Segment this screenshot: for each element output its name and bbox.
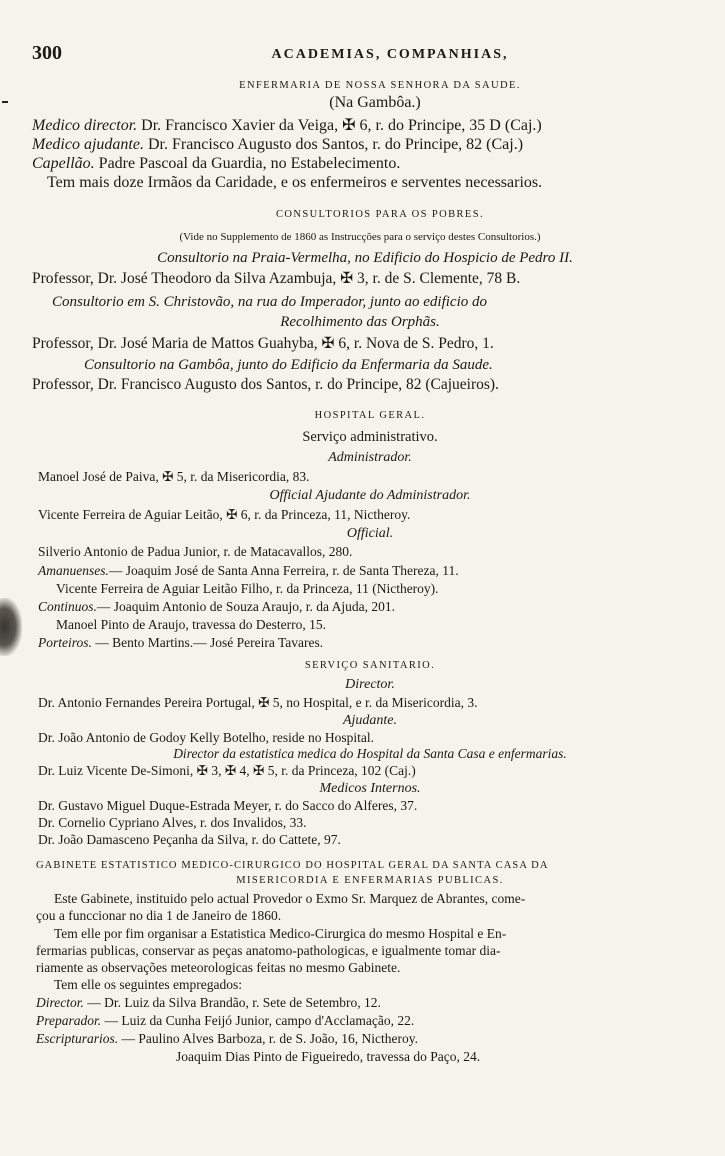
entry-text: — Luiz da Cunha Feijó Junior, campo d'Acclamação, 22. [104, 1013, 415, 1028]
page-number: 300 [32, 42, 62, 64]
gabinete-director-label: Director. [36, 995, 84, 1010]
entry-text: — Paulino Alves Barboza, r. de S. João, 16, Nictheroy. [121, 1031, 418, 1046]
enfermaria-title: ENFERMARIA DE NOSSA SENHORA DA SAUDE. [239, 80, 521, 91]
binding-blot [0, 598, 22, 656]
amanuenses-line-2: Vicente Ferreira de Aguiar Leitão Filho, r. da Princeza, 11 (Nictheroy). [56, 581, 439, 596]
porteiros-label: Porteiros. [38, 635, 92, 650]
enfermaria-line-3 [32, 155, 400, 173]
consultorio-1-professor: Professor, Dr. José Theodoro da Silva Azambuja, ✠ 3, r. de S. Clemente, 78 B. [32, 270, 521, 287]
gabinete-preparador-line [36, 1012, 414, 1030]
director-label: Director. [345, 677, 395, 692]
amanuenses-line-1 [38, 562, 459, 580]
ajudante-label: Ajudante. [342, 713, 398, 728]
gabinete-director-line [36, 994, 381, 1012]
gabinete-escrip-label: Escripturarios. [36, 1031, 119, 1046]
official-entry: Silverio Antonio de Padua Junior, r. de Matacavallos, 280. [38, 544, 353, 559]
entry-text: — Bento Martins.— José Pereira Tavares. [95, 635, 324, 650]
entry-text: Dr. Francisco Augusto dos Santos, r. do Principe, 82 (Caj.) [147, 136, 524, 153]
consultorio-3-heading: Consultorio na Gambôa, junto do Edificio da Enfermaria da Saude. [84, 357, 493, 373]
gabinete-p2-1: Tem elle por fim organisar a Estatistica Medico-Cirurgica do mesmo Hospital e En- [54, 926, 507, 941]
gabinete-p1-1: Este Gabinete, instituido pelo actual Provedor o Exmo Sr. Marquez de Abrantes, come- [54, 891, 526, 906]
entry-text: Padre Pascoal da Guardia, no Estabelecimento. [98, 155, 401, 172]
official-ajudante-label: Official Ajudante do Administrador. [269, 488, 471, 503]
gabinete-preparador-label: Preparador. [36, 1013, 102, 1028]
entry-text: — Joaquim Antonio de Souza Araujo, r. da Ajuda, 201. [96, 599, 395, 614]
sanitario-title: SERVIÇO SANITARIO. [304, 660, 436, 671]
enfermaria-location: (Na Gambôa.) [329, 94, 421, 111]
interno-entry-3: Dr. João Damasceno Peçanha da Silva, r. do Cattete, 97. [38, 832, 341, 847]
estatistica-entry: Dr. Luiz Vicente De-Simoni, ✠ 3, ✠ 4, ✠ 5, r. da Princeza, 102 (Caj.) [38, 763, 416, 778]
interno-entry-1: Dr. Gustavo Miguel Duque-Estrada Meyer, r. do Sacco do Alferes, 37. [38, 798, 418, 813]
role-label: Capellão. [32, 155, 95, 172]
hospital-subtitle: Serviço administrativo. [302, 429, 438, 445]
hospital-title: HOSPITAL GERAL. [314, 410, 426, 421]
enfermaria-note: Tem mais doze Irmãos da Caridade, e os enfermeiros e serventes necessarios. [47, 174, 543, 191]
consultorio-2-heading-a: Consultorio em S. Christovão, na rua do Imperador, junto ao edificio do [52, 294, 487, 310]
official-ajudante-entry: Vicente Ferreira de Aguiar Leitão, ✠ 6, r. da Princeza, 11, Nictheroy. [38, 507, 411, 522]
gabinete-p1-2: çou a funccionar no dia 1 de Janeiro de 1860. [36, 908, 282, 923]
admin-entry: Manoel José de Paiva, ✠ 5, r. da Misericordia, 83. [38, 469, 310, 484]
director-entry: Dr. Antonio Fernandes Pereira Portugal, ✠ 5, no Hospital, e r. da Misericordia, 3. [38, 695, 478, 710]
continuos-label: Continuos. [38, 599, 97, 614]
entry-text: — Dr. Luiz da Silva Brandão, r. Sete de Setembro, 12. [87, 995, 381, 1010]
gabinete-title-1: GABINETE ESTATISTICO MEDICO-CIRURGICO DO HOSPITAL GERAL DA SANTA CASA DA [36, 860, 549, 871]
gabinete-escrip-line-1 [36, 1030, 418, 1048]
consultorios-title: CONSULTORIOS PARA OS POBRES. [275, 209, 485, 220]
consultorio-2-heading-b: Recolhimento das Orphãs. [280, 314, 440, 330]
margin-mark [2, 101, 8, 103]
internos-label: Medicos Internos. [319, 781, 421, 796]
running-title: ACADEMIAS, COMPANHIAS, [271, 47, 509, 62]
official-label: Official. [346, 526, 394, 541]
consultorio-2-professor: Professor, Dr. José Maria de Mattos Guahyba, ✠ 6, r. Nova de S. Pedro, 1. [32, 335, 494, 352]
amanuenses-label: Amanuenses. [38, 563, 109, 578]
ajudante-entry: Dr. João Antonio de Godoy Kelly Botelho, reside no Hospital. [38, 730, 374, 745]
continuos-line-2: Manoel Pinto de Araujo, travessa do Desterro, 15. [56, 617, 326, 632]
consultorio-1-heading: Consultorio na Praia-Vermelha, no Edificio do Hospicio de Pedro II. [157, 250, 573, 266]
estatistica-label: Director da estatistica medica do Hospital da Santa Casa e enfermarias. [173, 746, 567, 761]
continuos-line-1 [38, 598, 395, 616]
consultorio-3-professor: Professor, Dr. Francisco Augusto dos Santos, r. do Principe, 82 (Cajueiros). [32, 376, 499, 393]
gabinete-p2-3: riamente as observações meteorologicas feitas no mesmo Gabinete. [36, 960, 401, 975]
gabinete-escrip-line-2: Joaquim Dias Pinto de Figueiredo, travessa do Paço, 24. [176, 1049, 481, 1064]
gabinete-p3: Tem elle os seguintes empregados: [54, 977, 243, 992]
role-label: Medico ajudante. [32, 136, 144, 153]
interno-entry-2: Dr. Cornelio Cypriano Alves, r. dos Invalidos, 33. [38, 815, 307, 830]
gabinete-title-2: MISERICORDIA E ENFERMARIAS PUBLICAS. [236, 875, 504, 886]
enfermaria-line-1 [32, 117, 682, 135]
porteiros-line [38, 634, 323, 652]
role-label: Medico director. [32, 117, 138, 134]
gabinete-p2-2: fermarias publicas, conservar as peças anatomo-pathologicas, e igualmente tomar dia- [36, 943, 501, 958]
entry-text: Dr. Francisco Xavier da Veiga, ✠ 6, r. do Principe, 35 D (Caj.) [141, 117, 542, 134]
consultorios-note: (Vide no Supplemento de 1860 as Instrucções para o serviço destes Consultorios.) [179, 231, 541, 243]
admin-label: Administrador. [328, 450, 412, 465]
enfermaria-line-2 [32, 136, 682, 154]
entry-text: — Joaquim José de Santa Anna Ferreira, r. de Santa Thereza, 11. [108, 563, 459, 578]
